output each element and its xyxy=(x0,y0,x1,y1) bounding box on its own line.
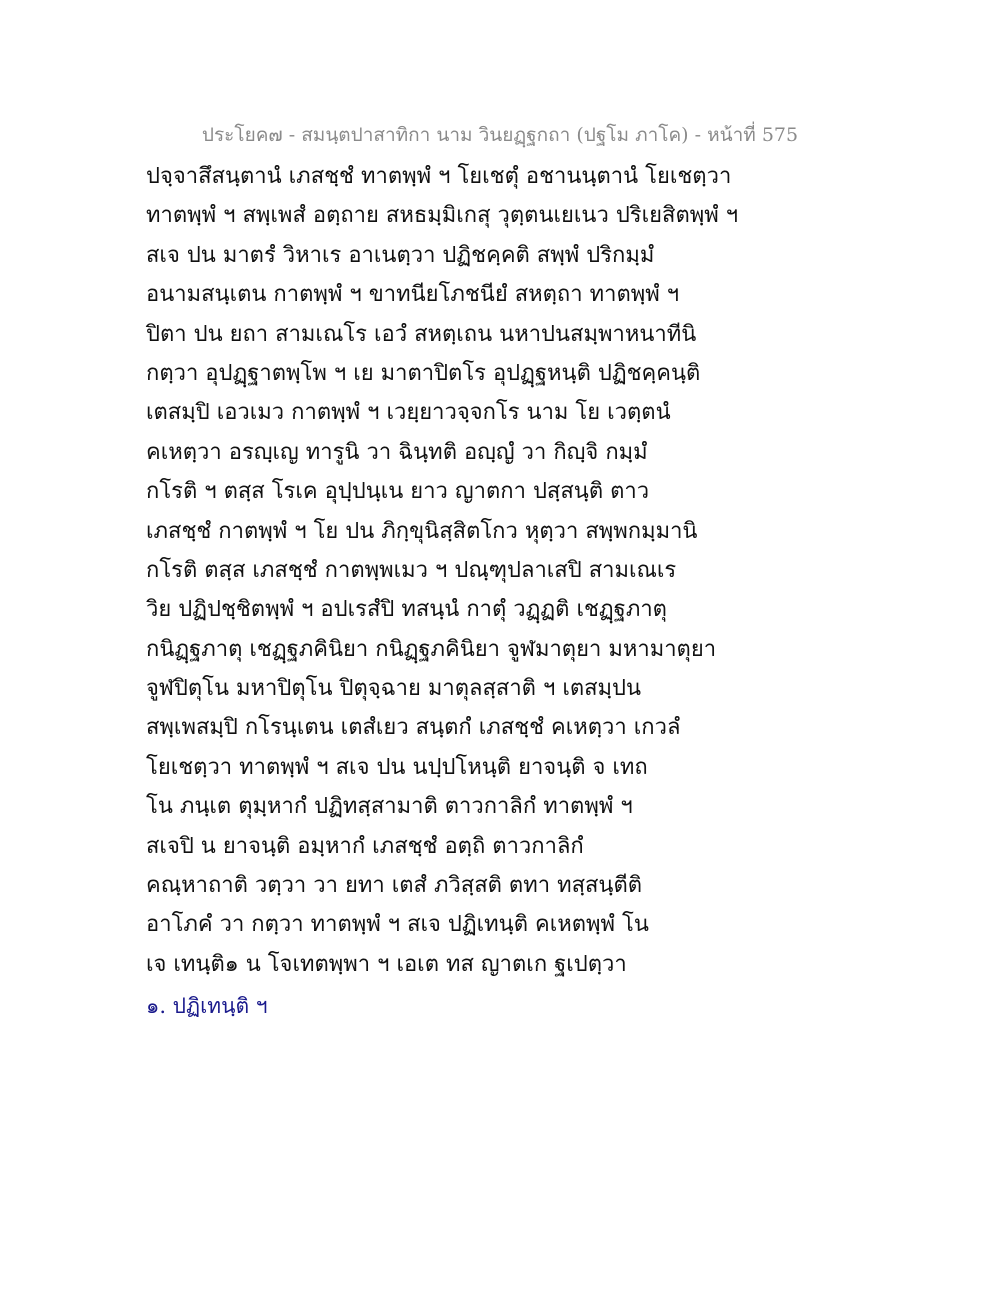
text-line: อาโภคํ วา กตฺวา ทาตพฺพํ ฯ สเจ ปฏิเทนฺติ คเหตพฺพํ โน xyxy=(146,912,649,938)
text-line: กนิฏฺฐภาตุ เชฏฺฐภคินิยา กนิฏฺฐภคินิยา จูฬมาตุยา มหามาตุยา xyxy=(146,636,717,662)
footnote: ๑. ปฏิเทนฺติ ฯ xyxy=(146,994,268,1018)
body-text xyxy=(146,157,946,984)
text-line: อนามสนฺเตน กาตพฺพํ ฯ ขาทนียโภชนียํ สหตฺถา ทาตพฺพํ ฯ xyxy=(146,282,680,308)
text-line: คณฺหาถาติ วตฺวา วา ยทา เตสํ ภวิสฺสติ ตทา ทสฺสนฺตีติ xyxy=(146,873,643,899)
page-header: ประโยค๗ - สมนฺตปาสาทิกา นาม วินยฏฺฐกถา (ปฐโม ภาโค) - หน้าที่ 575 xyxy=(201,124,799,146)
text-line: ทาตพฺพํ ฯ สพฺเพสํ อตฺถาย สหธมฺมิเกสุ วุตฺตนเยเนว ปริเยสิตพฺพํ ฯ xyxy=(146,203,739,229)
text-line: กโรติ ตสฺส เภสชฺชํ กาตพฺพเมว ฯ ปณฺฑุปลาเสปิ สามเณเร xyxy=(146,557,677,583)
text-line: กตฺวา อุปฏฺฐาตพฺโพ ฯ เย มาตาปิตโร อุปฏฺฐหนฺติ ปฏิชคฺคนฺติ xyxy=(146,360,701,386)
text-line: คเหตฺวา อรญฺเญ ทารูนิ วา ฉินฺทติ อญฺญํ วา กิญฺจิ กมฺมํ xyxy=(146,439,648,465)
text-line: วิย ปฏิปชฺชิตพฺพํ ฯ อปเรสํปิ ทสนฺนํ กาตุํ วฏฺฏติ เชฏฺฐภาตุ xyxy=(146,597,667,623)
text-line: ปจฺจาสึสนฺตานํ เภสชฺชํ ทาตพฺพํ ฯ โยเชตุํ อชานนฺตานํ โยเชตฺวา xyxy=(146,164,732,189)
text-line: จูฬปิตุโน มหาปิตุโน ปิตุจฺฉาย มาตุลสฺสาติ ฯ เตสมฺปน xyxy=(146,676,642,702)
text-line: สเจ ปน มาตรํ วิหาเร อาเนตฺวา ปฏิชคฺคติ สพฺพํ ปริกมฺมํ xyxy=(146,242,655,268)
text-line: เภสชฺชํ กาตพฺพํ ฯ โย ปน ภิกฺขุนิสฺสิตโกว หุตฺวา สพฺพกมฺมานิ xyxy=(146,518,698,544)
text-line: เจ เทนฺติ๑ น โจเทตพฺพา ฯ เอเต ทส ญาตเก ฐเปตฺวา xyxy=(146,951,627,977)
text-line: สเจปิ น ยาจนฺติ อมฺหากํ เภสชฺชํ อตฺถิ ตาวกาลิกํ xyxy=(146,833,584,859)
text-line: กโรติ ฯ ตสฺส โรเค อุปฺปนฺเน ยาว ญาตกา ปสฺสนฺติ ตาว xyxy=(146,479,650,505)
text-line: สพฺเพสมฺปิ กโรนฺเตน เตสํเยว สนฺตกํ เภสชฺชํ คเหตฺวา เกวลํ xyxy=(146,715,681,741)
text-line: โยเชตฺวา ทาตพฺพํ ฯ สเจ ปน นปฺปโหนฺติ ยาจนฺติ จ เทถ xyxy=(146,754,648,780)
text-line: ปิตา ปน ยถา สามเณโร เอวํ สหตฺเถน นหาปนสมฺพาหนาทีนิ xyxy=(146,321,697,347)
text-line: เตสมฺปิ เอวเมว กาตพฺพํ ฯ เวยฺยาวจฺจกโร นาม โย เวตฺตนํ xyxy=(146,400,671,426)
text-line: โน ภนฺเต ตุมฺหากํ ปฏิทสฺสามาติ ตาวกาลิกํ ทาตพฺพํ ฯ xyxy=(146,794,633,820)
